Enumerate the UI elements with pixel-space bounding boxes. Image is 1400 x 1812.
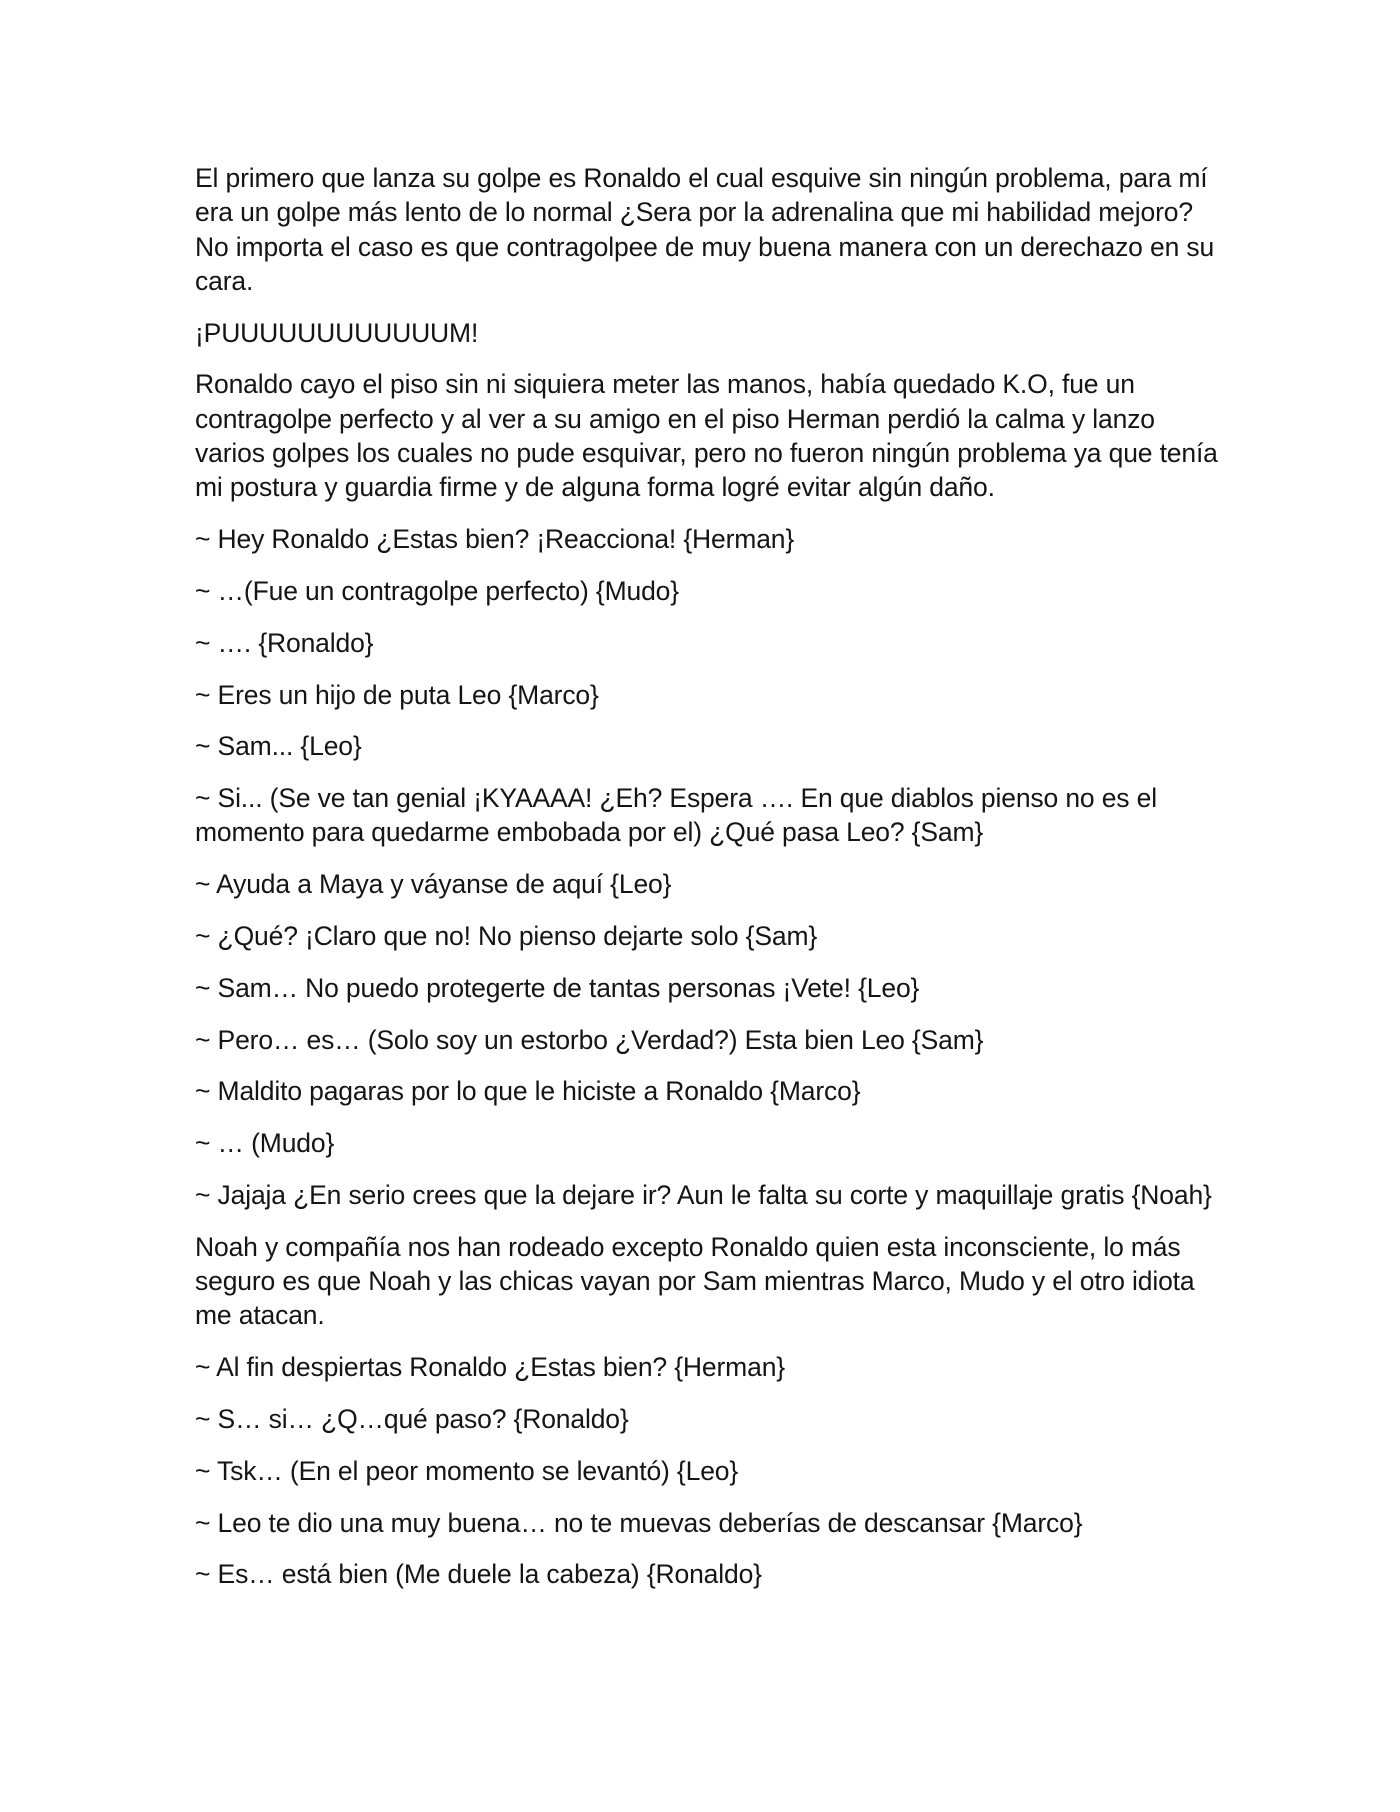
dialogue-line: ~ S… si… ¿Q…qué paso? {Ronaldo} bbox=[195, 1404, 629, 1435]
dialogue-line: ~ Ayuda a Maya y váyanse de aquí {Leo} bbox=[195, 869, 672, 900]
document-body bbox=[195, 161, 1230, 1609]
dialogue-line: ~ Sam… No puedo protegerte de tantas personas ¡Vete! {Leo} bbox=[195, 972, 920, 1003]
sound-effect-line: ¡PUUUUUUUUUUUUM! bbox=[195, 317, 479, 348]
dialogue-line: ~ Jajaja ¿En serio crees que la dejare ir? Aun le falta su corte y maquillaje gratis {Noah} bbox=[195, 1180, 1212, 1211]
dialogue-line: ~ ¿Qué? ¡Claro que no! No pienso dejarte solo {Sam} bbox=[195, 921, 818, 952]
narrative-paragraph: Noah y compañía nos han rodeado excepto Ronaldo quien esta inconsciente, lo más seguro es que Noah y las chicas vayan por Sam mientras Marco, Mudo y el otro idiota me atacan. bbox=[195, 1231, 1195, 1331]
dialogue-line: ~ Hey Ronaldo ¿Estas bien? ¡Reacciona! {Herman} bbox=[195, 524, 795, 555]
dialogue-line: ~ …(Fue un contragolpe perfecto) {Mudo} bbox=[195, 575, 679, 606]
narrative-paragraph: El primero que lanza su golpe es Ronaldo el cual esquive sin ningún problema, para mí era un golpe más lento de lo normal ¿Sera por la adrenalina que mi habilidad mejoro? No importa el caso es que contragolpee de muy buena manera con un derechazo en su cara. bbox=[195, 163, 1215, 296]
dialogue-line: ~ Leo te dio una muy buena… no te muevas deberías de descansar {Marco} bbox=[195, 1507, 1083, 1538]
dialogue-line: ~ … (Mudo} bbox=[195, 1128, 335, 1159]
dialogue-line: ~ Pero… es… (Solo soy un estorbo ¿Verdad?) Esta bien Leo {Sam} bbox=[195, 1024, 984, 1055]
dialogue-line: ~ Tsk… (En el peor momento se levantó) {Leo} bbox=[195, 1455, 739, 1486]
dialogue-line: ~ …. {Ronaldo} bbox=[195, 627, 374, 658]
dialogue-line: ~ Maldito pagaras por lo que le hiciste a Ronaldo {Marco} bbox=[195, 1076, 861, 1107]
dialogue-line: ~ Sam... {Leo} bbox=[195, 731, 362, 762]
dialogue-line: ~ Eres un hijo de puta Leo {Marco} bbox=[195, 679, 599, 710]
dialogue-line: ~ Al fin despiertas Ronaldo ¿Estas bien? {Herman} bbox=[195, 1352, 785, 1383]
dialogue-line: ~ Es… está bien (Me duele la cabeza) {Ronaldo} bbox=[195, 1559, 762, 1590]
narrative-paragraph: Ronaldo cayo el piso sin ni siquiera meter las manos, había quedado K.O, fue un contragolpe perfecto y al ver a su amigo en el piso Herman perdió la calma y lanzo varios golpes los cuales no pude esquivar, pero no fueron ningún problema ya que tenía mi postura y guardia firme y de alguna forma logré evitar algún daño. bbox=[195, 369, 1218, 503]
dialogue-line: ~ Si... (Se ve tan genial ¡KYAAAA! ¿Eh? Espera …. En que diablos pienso no es el momento para quedarme embobada por el) ¿Qué pasa Leo? {Sam} bbox=[195, 783, 1157, 848]
